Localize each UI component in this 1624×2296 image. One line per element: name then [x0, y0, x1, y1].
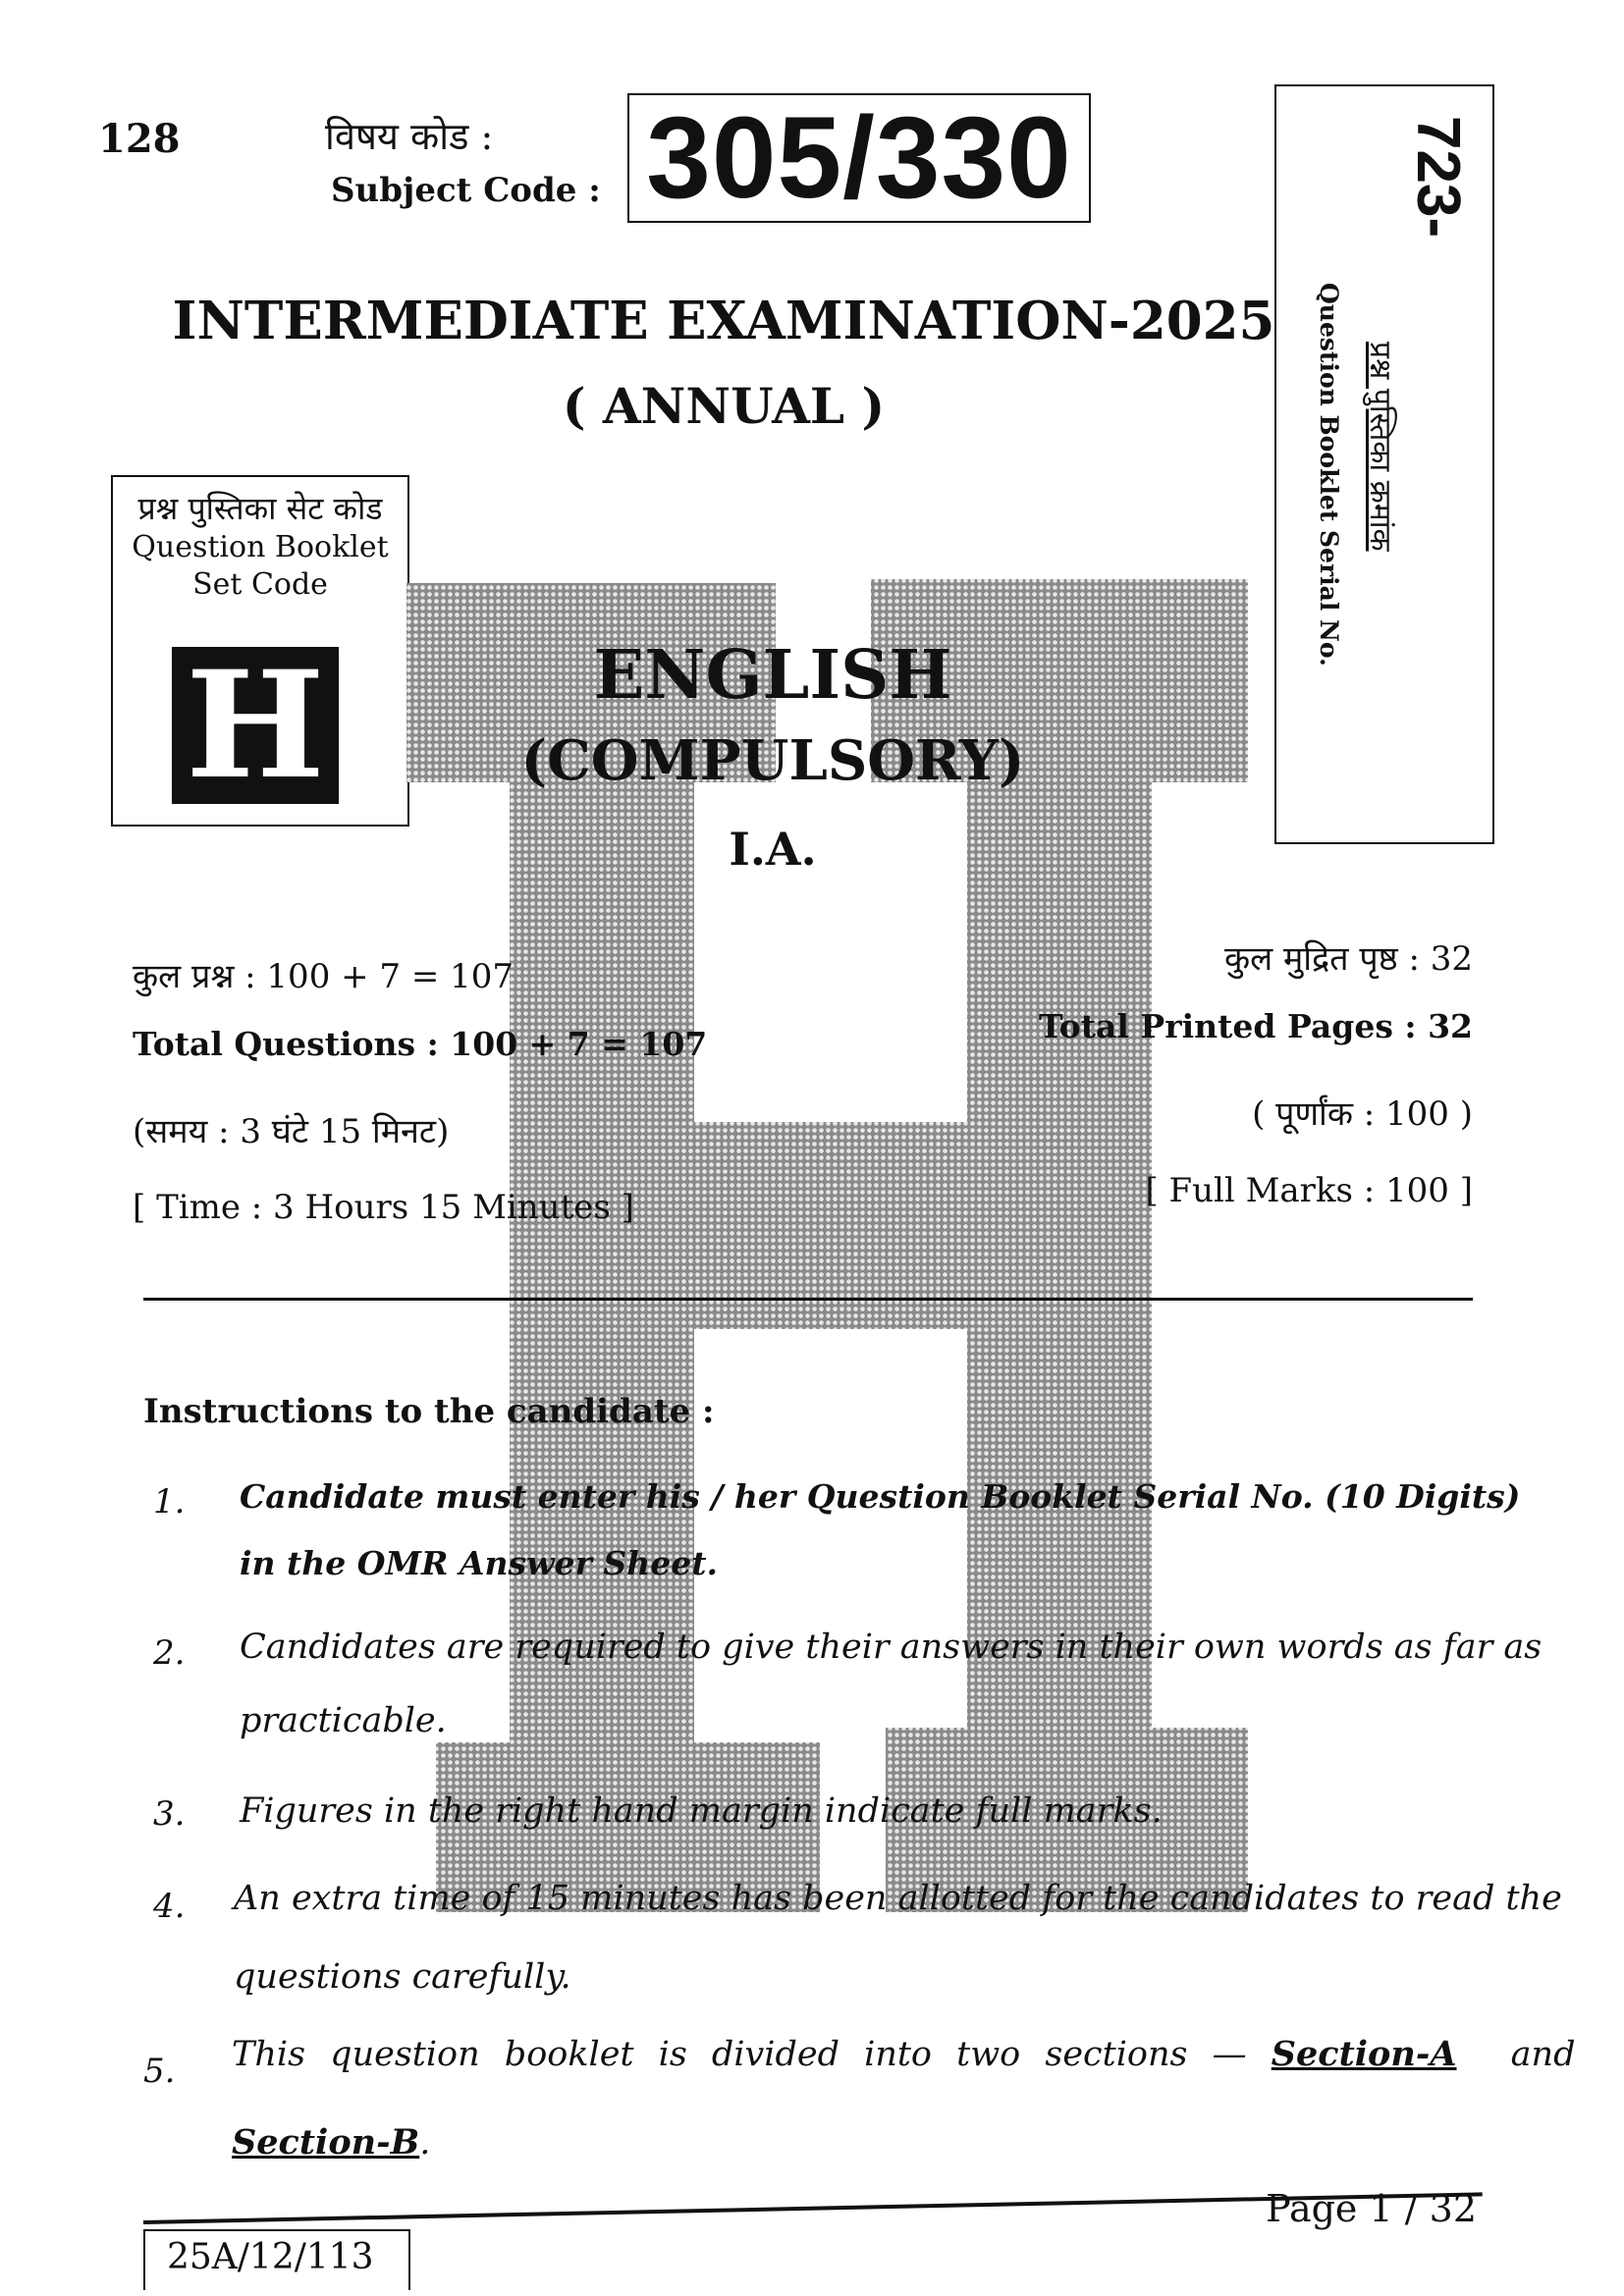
instructions-heading: Instructions to the candidate :: [143, 1392, 715, 1431]
printed-pages-hindi: कुल मुद्रित पृष्ठ : 32: [1223, 939, 1473, 979]
full-marks: [ Full Marks : 100 ]: [1145, 1171, 1473, 1210]
instruction-text: practicable.: [240, 1701, 447, 1740]
serial-label: Question Booklet Serial No.: [1315, 283, 1343, 667]
time: [ Time : 3 Hours 15 Minutes ]: [133, 1188, 634, 1227]
instruction-text: Figures in the right hand margin indicate full marks.: [240, 1791, 1163, 1831]
section-a-label: Section-A: [1271, 2034, 1457, 2074]
full-marks-hindi: ( पूर्णांक : 100 ): [1252, 1095, 1473, 1134]
exam-title: INTERMEDIATE EXAMINATION-2025: [172, 291, 1275, 351]
subject-code-label-hindi: विषय कोड :: [325, 115, 494, 158]
subject-qualifier: (COMPULSORY): [520, 728, 1025, 793]
total-questions-hindi: कुल प्रश्न : 100 + 7 = 107: [133, 957, 514, 996]
instruction-number: 3.: [153, 1794, 186, 1834]
instruction-number: 4.: [153, 1887, 186, 1926]
instruction-number: 5.: [143, 2052, 176, 2091]
printed-pages: Total Printed Pages : 32: [1038, 1007, 1473, 1045]
subject-code-label: Subject Code :: [331, 171, 601, 210]
total-questions: Total Questions : 100 + 7 = 107: [133, 1025, 708, 1063]
instruction-text: in the OMR Answer Sheet.: [240, 1544, 718, 1582]
section-b-label: Section-B: [232, 2122, 420, 2163]
instruction-text: An extra time of 15 minutes has been allotted for the candidates to read the: [234, 1879, 1562, 1918]
divider: [143, 1298, 1473, 1301]
set-code-label-hindi: प्रश्न पुस्तिका सेट कोड: [137, 490, 383, 527]
instruction-text: Candidates are required to give their answers in their own words as far as: [240, 1628, 1543, 1667]
instruction-number: 1.: [153, 1482, 186, 1522]
subject-name: ENGLISH: [593, 636, 952, 715]
subject-code: 305/330: [627, 93, 1091, 223]
footer-code: 25A/12/113: [143, 2229, 410, 2290]
exam-type: ( ANNUAL ): [562, 377, 886, 435]
serial-number-prefix: 723-: [1404, 116, 1472, 239]
instruction-text-cont: [232, 2122, 430, 2163]
time-hindi: (समय : 3 घंटे 15 मिनट): [133, 1112, 450, 1151]
instruction-number: 2.: [153, 1633, 186, 1673]
page-number: Page 1 / 32: [1266, 2187, 1477, 2230]
conjunction: and: [1510, 2035, 1576, 2074]
corner-number: 128: [98, 116, 181, 162]
serial-label-hindi: प्रश्न पुस्तिका क्रमांक: [1363, 342, 1397, 552]
instruction-text-main: This question booklet is divided into two sections —: [232, 2035, 1247, 2074]
subject-stream: I.A.: [729, 823, 817, 876]
set-code-label-line1: Question Booklet: [132, 530, 389, 564]
instruction-text: [232, 2034, 1576, 2074]
set-code-label-line2: Set Code: [192, 567, 328, 602]
set-code-letter: H: [172, 647, 339, 804]
instruction-text: Candidate must enter his / her Question Booklet Serial No. (10 Digits): [240, 1477, 1521, 1516]
sentence-end: .: [419, 2123, 431, 2163]
instruction-text: questions carefully.: [234, 1957, 571, 1997]
